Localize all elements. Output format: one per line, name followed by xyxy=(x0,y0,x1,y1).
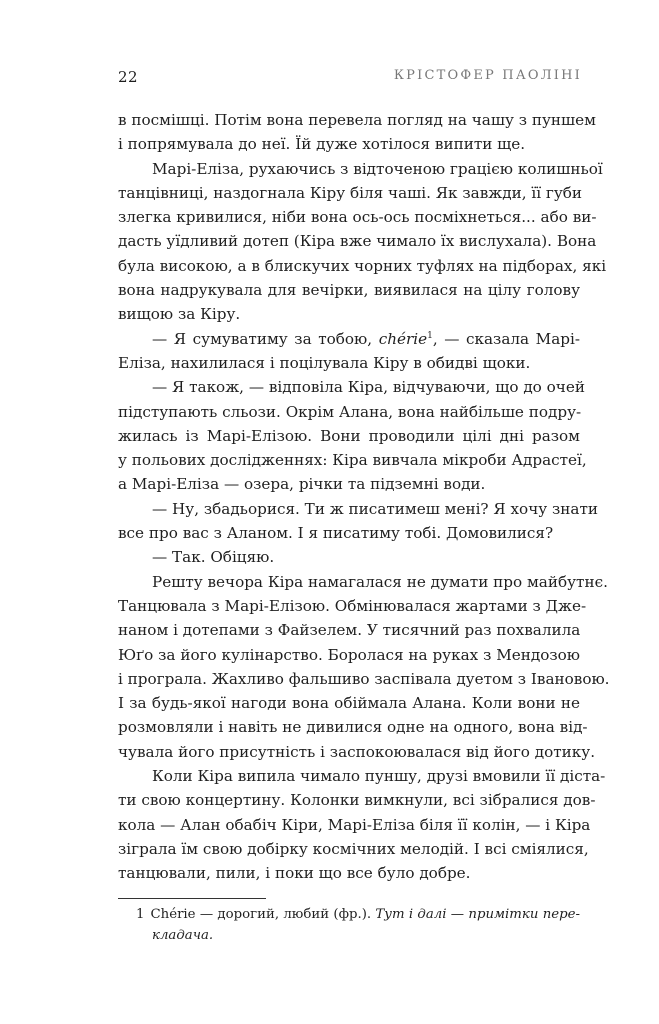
footnote-divider xyxy=(118,898,266,899)
text-line: була високою, а в блискучих чорних туфлях на підборах, які xyxy=(118,256,607,275)
running-head-author: КРІСТОФЕР ПАОЛІНІ xyxy=(393,68,582,83)
footnote xyxy=(118,904,580,946)
cherie-italic: chérie xyxy=(378,329,428,348)
text-line: жилась із Марі-Елізою. Вони проводили цілі дні разом xyxy=(118,426,580,445)
text-line: — Ну, збадьорися. Ти ж писатимеш мені? Я хочу знати xyxy=(152,499,598,518)
text-line: і попрямувала до неї. Їй дуже хотілося випити ще. xyxy=(118,135,526,154)
text-line: І за будь-якої нагоди вона обіймала Алана. Коли вони не xyxy=(118,694,580,713)
text-line: — Так. Обіцяю. xyxy=(152,548,275,567)
text-line: танцювали, пили, і поки що все було добре. xyxy=(118,864,471,883)
footnote-line xyxy=(118,925,580,946)
text-line: Марі-Еліза, рухаючись з відточеною грацією колишньої xyxy=(152,159,603,178)
text-line: танцівниці, наздогнала Кіру біля чаші. Як завжди, її губи xyxy=(118,183,583,202)
text-line-with-footnote xyxy=(118,327,580,351)
text-line: у польових дослідженнях: Кіра вивчала мікроби Адрастеї, xyxy=(118,451,587,470)
text-line: підступають сльози. Окрім Алана, вона найбільше подру- xyxy=(118,402,582,421)
footnote-note-italic: Тут і далі — примітки пере- xyxy=(375,907,580,922)
body-text xyxy=(118,108,610,886)
dialogue-text-cont: , — сказала Марі- xyxy=(432,329,580,348)
text-line: кола — Алан обабіч Кіри, Марі-Еліза біля її колін, — і Кіра xyxy=(118,815,591,834)
page-number: 22 xyxy=(118,68,139,86)
text-line: дасть уїдливий дотеп (Кіра вже чимало їх вислухала). Вона xyxy=(118,232,597,251)
text-line: а Марі-Еліза — озера, річки та підземні води. xyxy=(118,475,486,494)
text-line: зіграла їм свою добірку космічних мелодій. І всі сміялися, xyxy=(118,839,589,858)
text-line: вона надрукувала для вечірки, виявилася на цілу голову xyxy=(118,281,580,300)
text-line: в посмішці. Потім вона перевела погляд на чашу з пуншем xyxy=(118,111,596,129)
text-line: чувала його присутність і заспокоювалася від його дотику. xyxy=(118,742,596,761)
text-line: Коли Кіра випила чимало пуншу, друзі вмовили її діста- xyxy=(152,767,606,786)
text-line: вищою за Кіру. xyxy=(118,305,241,324)
dialogue-text: — Я сумуватиму за тобою, xyxy=(152,329,373,348)
text-line: Еліза, нахилилася і поцілувала Кіру в обидві щоки. xyxy=(118,353,531,372)
text-line: ти свою концертину. Колонки вимкнули, всі зібралися дов- xyxy=(118,791,596,810)
text-line: — Я також, — відповіла Кіра, відчуваючи, що до очей xyxy=(152,378,585,397)
text-line: Танцювала з Марі-Елізою. Обмінювалася жартами з Дже- xyxy=(118,596,587,615)
text-line: злегка кривилися, ніби вона ось-ось посміхнеться... або ви- xyxy=(118,208,597,227)
text-line: Юґо за його кулінарство. Боролася на руках з Мендозою xyxy=(118,645,580,664)
text-line: наном і дотепами з Файзелем. У тисячний раз похвалила xyxy=(118,621,581,640)
footnote-term: Chérie xyxy=(150,907,196,922)
page-header xyxy=(118,68,582,88)
text-line: все про вас з Аланом. І я писатиму тобі. Домовилися? xyxy=(118,524,554,543)
text-line: Решту вечора Кіра намагалася не думати про майбутнє. xyxy=(152,572,608,591)
text-line: розмовляли і навіть не дивилися одне на одного, вона від- xyxy=(118,718,588,737)
text-line: і програла. Жахливо фальшиво заспівала дуетом з Івановою. xyxy=(118,669,610,688)
footnote-marker: 1 xyxy=(136,907,145,922)
footnote-reference: 1 xyxy=(427,330,433,341)
footnote-line xyxy=(118,904,580,925)
footnote-definition: — дорогий, любий (фр.). xyxy=(195,907,376,922)
footnote-note-italic-cont: кладача. xyxy=(152,928,214,943)
